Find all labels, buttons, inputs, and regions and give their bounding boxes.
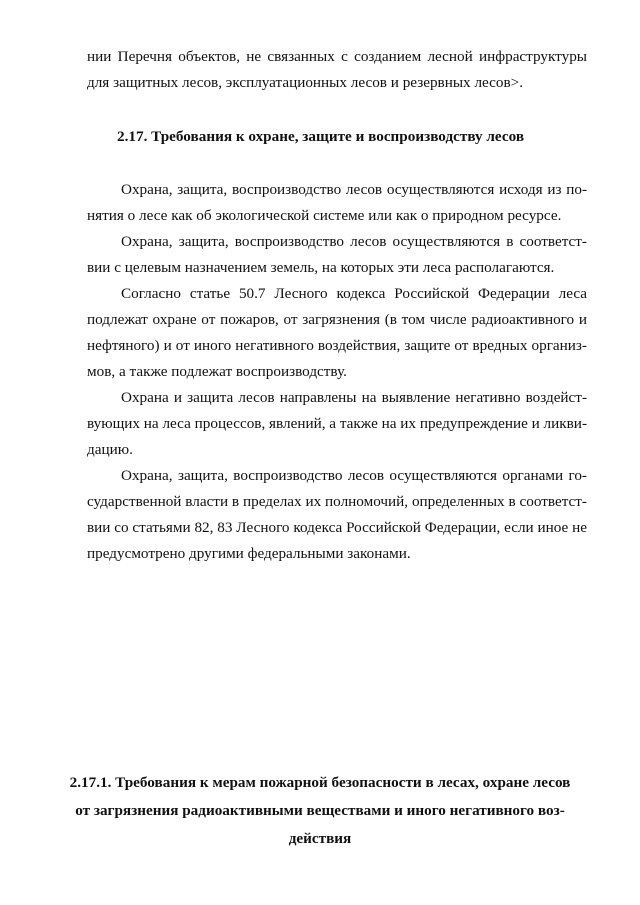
subsection-heading-line-2: от загрязнения радиоактивными веществами и иного негативного воз- <box>75 802 565 819</box>
paragraph-line: предусмотрено другими федеральными законами. <box>87 545 411 562</box>
paragraph-line: Охрана и защита лесов направлены на выявление негативно воздейст- <box>121 389 587 406</box>
paragraph-line: вии с целевым назначением земель, на которых эти леса располагаются. <box>87 259 555 276</box>
paragraph-line: Охрана, защита, воспроизводство лесов осуществляются в соответст- <box>121 233 587 250</box>
paragraph-line: дацию. <box>87 441 133 458</box>
section-heading: 2.17. Требования к охране, защите и воспроизводству лесов <box>117 128 525 145</box>
paragraph-line: подлежат охране от пожаров, от загрязнения (в том числе радиоактивного и <box>87 311 587 328</box>
paragraph-line: Охрана, защита, воспроизводство лесов осуществляются органами го- <box>121 467 587 484</box>
subsection-heading-line-1: 2.17.1. Требования к мерам пожарной безопасности в лесах, охране лесов <box>69 774 571 791</box>
paragraph-line: нятия о лесе как об экологической системе или как о природном ресурсе. <box>87 207 562 224</box>
paragraph-line: Охрана, защита, воспроизводство лесов осуществляются исходя из по- <box>121 181 587 198</box>
paragraph-line: вии со статьями 82, 83 Лесного кодекса Российской Федерации, если иное не <box>87 519 587 536</box>
paragraph-line: вующих на леса процессов, явлений, а также на их предупреждение и ликви- <box>87 415 587 432</box>
intro-line-1: нии Перечня объектов, не связанных с созданием лесной инфраструктуры <box>87 48 587 65</box>
paragraph-line: нефтяного) и от иного негативного воздействия, защите от вредных организ- <box>87 337 587 354</box>
subsection-heading-line-3: действия <box>288 830 352 847</box>
intro-line-2: для защитных лесов, эксплуатационных лесов и резервных лесов>. <box>87 74 524 91</box>
paragraph-line: Согласно статье 50.7 Лесного кодекса Российской Федерации леса <box>121 285 587 302</box>
paragraph-line: мов, а также подлежат воспроизводству. <box>87 363 347 380</box>
paragraph-line: сударственной власти в пределах их полномочий, определенных в соответст- <box>87 493 587 510</box>
